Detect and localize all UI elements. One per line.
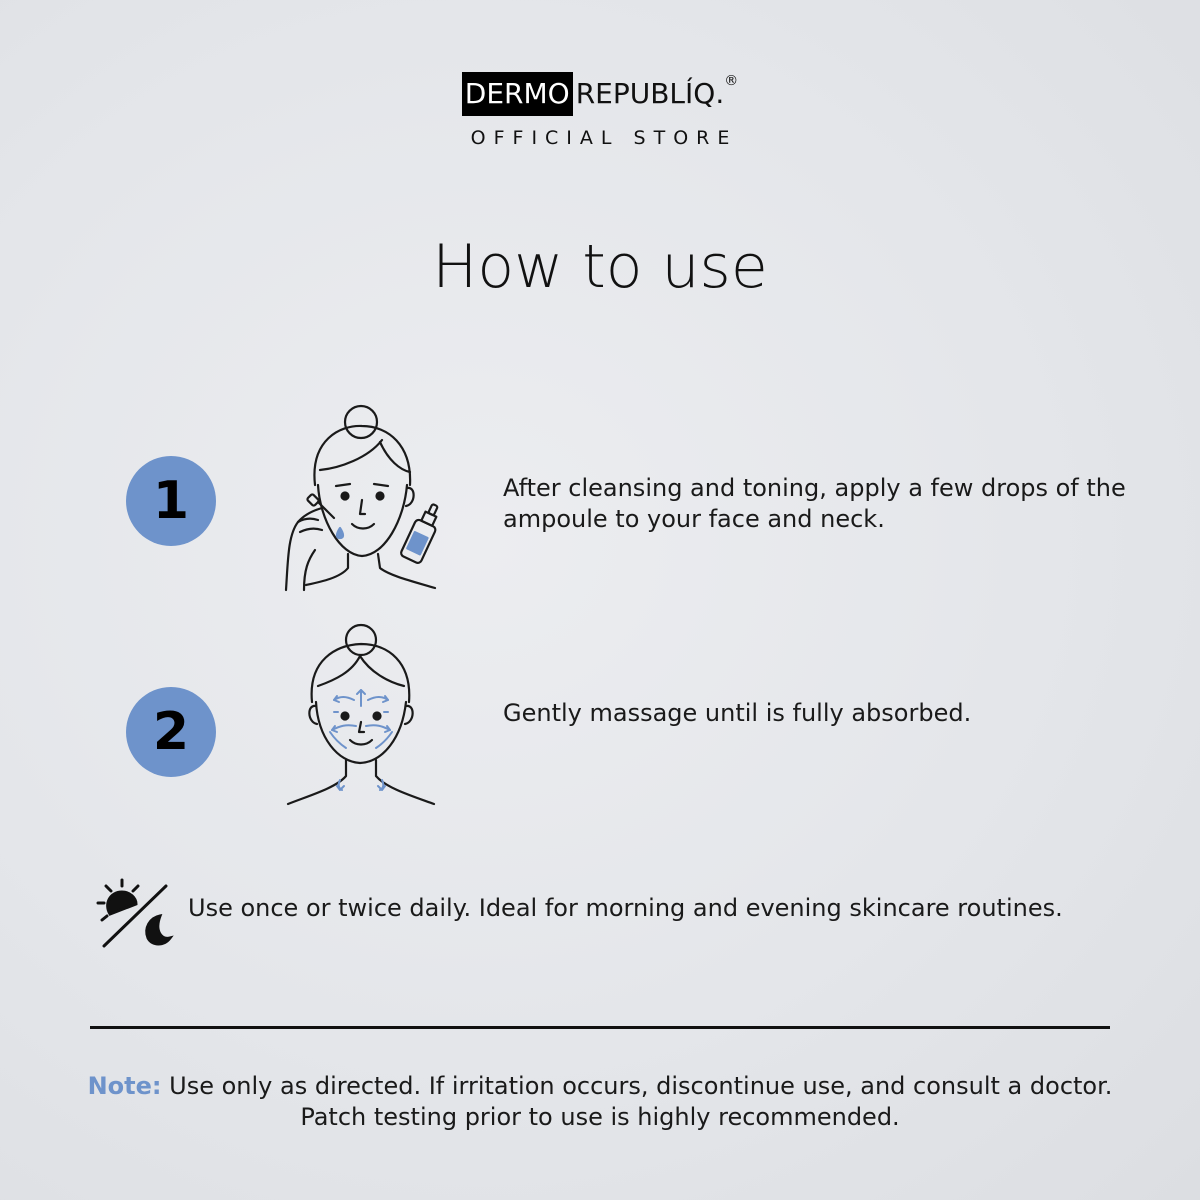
usage-text: Use once or twice daily. Ideal for morning and evening skincare routines. — [188, 894, 1063, 922]
logo-registered-mark: ® — [724, 73, 739, 89]
day-night-icon — [94, 876, 174, 955]
official-store-label: OFFICIAL STORE — [470, 127, 738, 149]
step-1-text: After cleansing and toning, apply a few drops of the ampoule to your face and neck. — [503, 474, 1126, 533]
note-label: Note: — [87, 1072, 162, 1100]
page-title: How to use — [432, 232, 768, 302]
note — [0, 1071, 1200, 1133]
step-1-badge — [126, 456, 216, 546]
note-line-1 — [0, 1071, 1200, 1102]
logo-republiq-text: REPUBLÍQ. — [575, 77, 725, 110]
brand-logo — [0, 72, 1200, 116]
note-line-2: Patch testing prior to use is highly recommended. — [300, 1103, 900, 1131]
step-2-number: 2 — [152, 702, 190, 762]
step-2-badge — [126, 687, 216, 777]
logo-dermo-text: DERMO — [462, 72, 573, 116]
face-massage-arrows-icon — [280, 620, 440, 814]
step-2-text: Gently massage until is fully absorbed. — [503, 699, 972, 727]
step-1-number: 1 — [152, 471, 190, 531]
note-text-1: Use only as directed. If irritation occurs, discontinue use, and consult a doctor. — [161, 1072, 1113, 1100]
face-applying-serum-icon — [270, 400, 450, 599]
divider — [90, 1026, 1110, 1029]
